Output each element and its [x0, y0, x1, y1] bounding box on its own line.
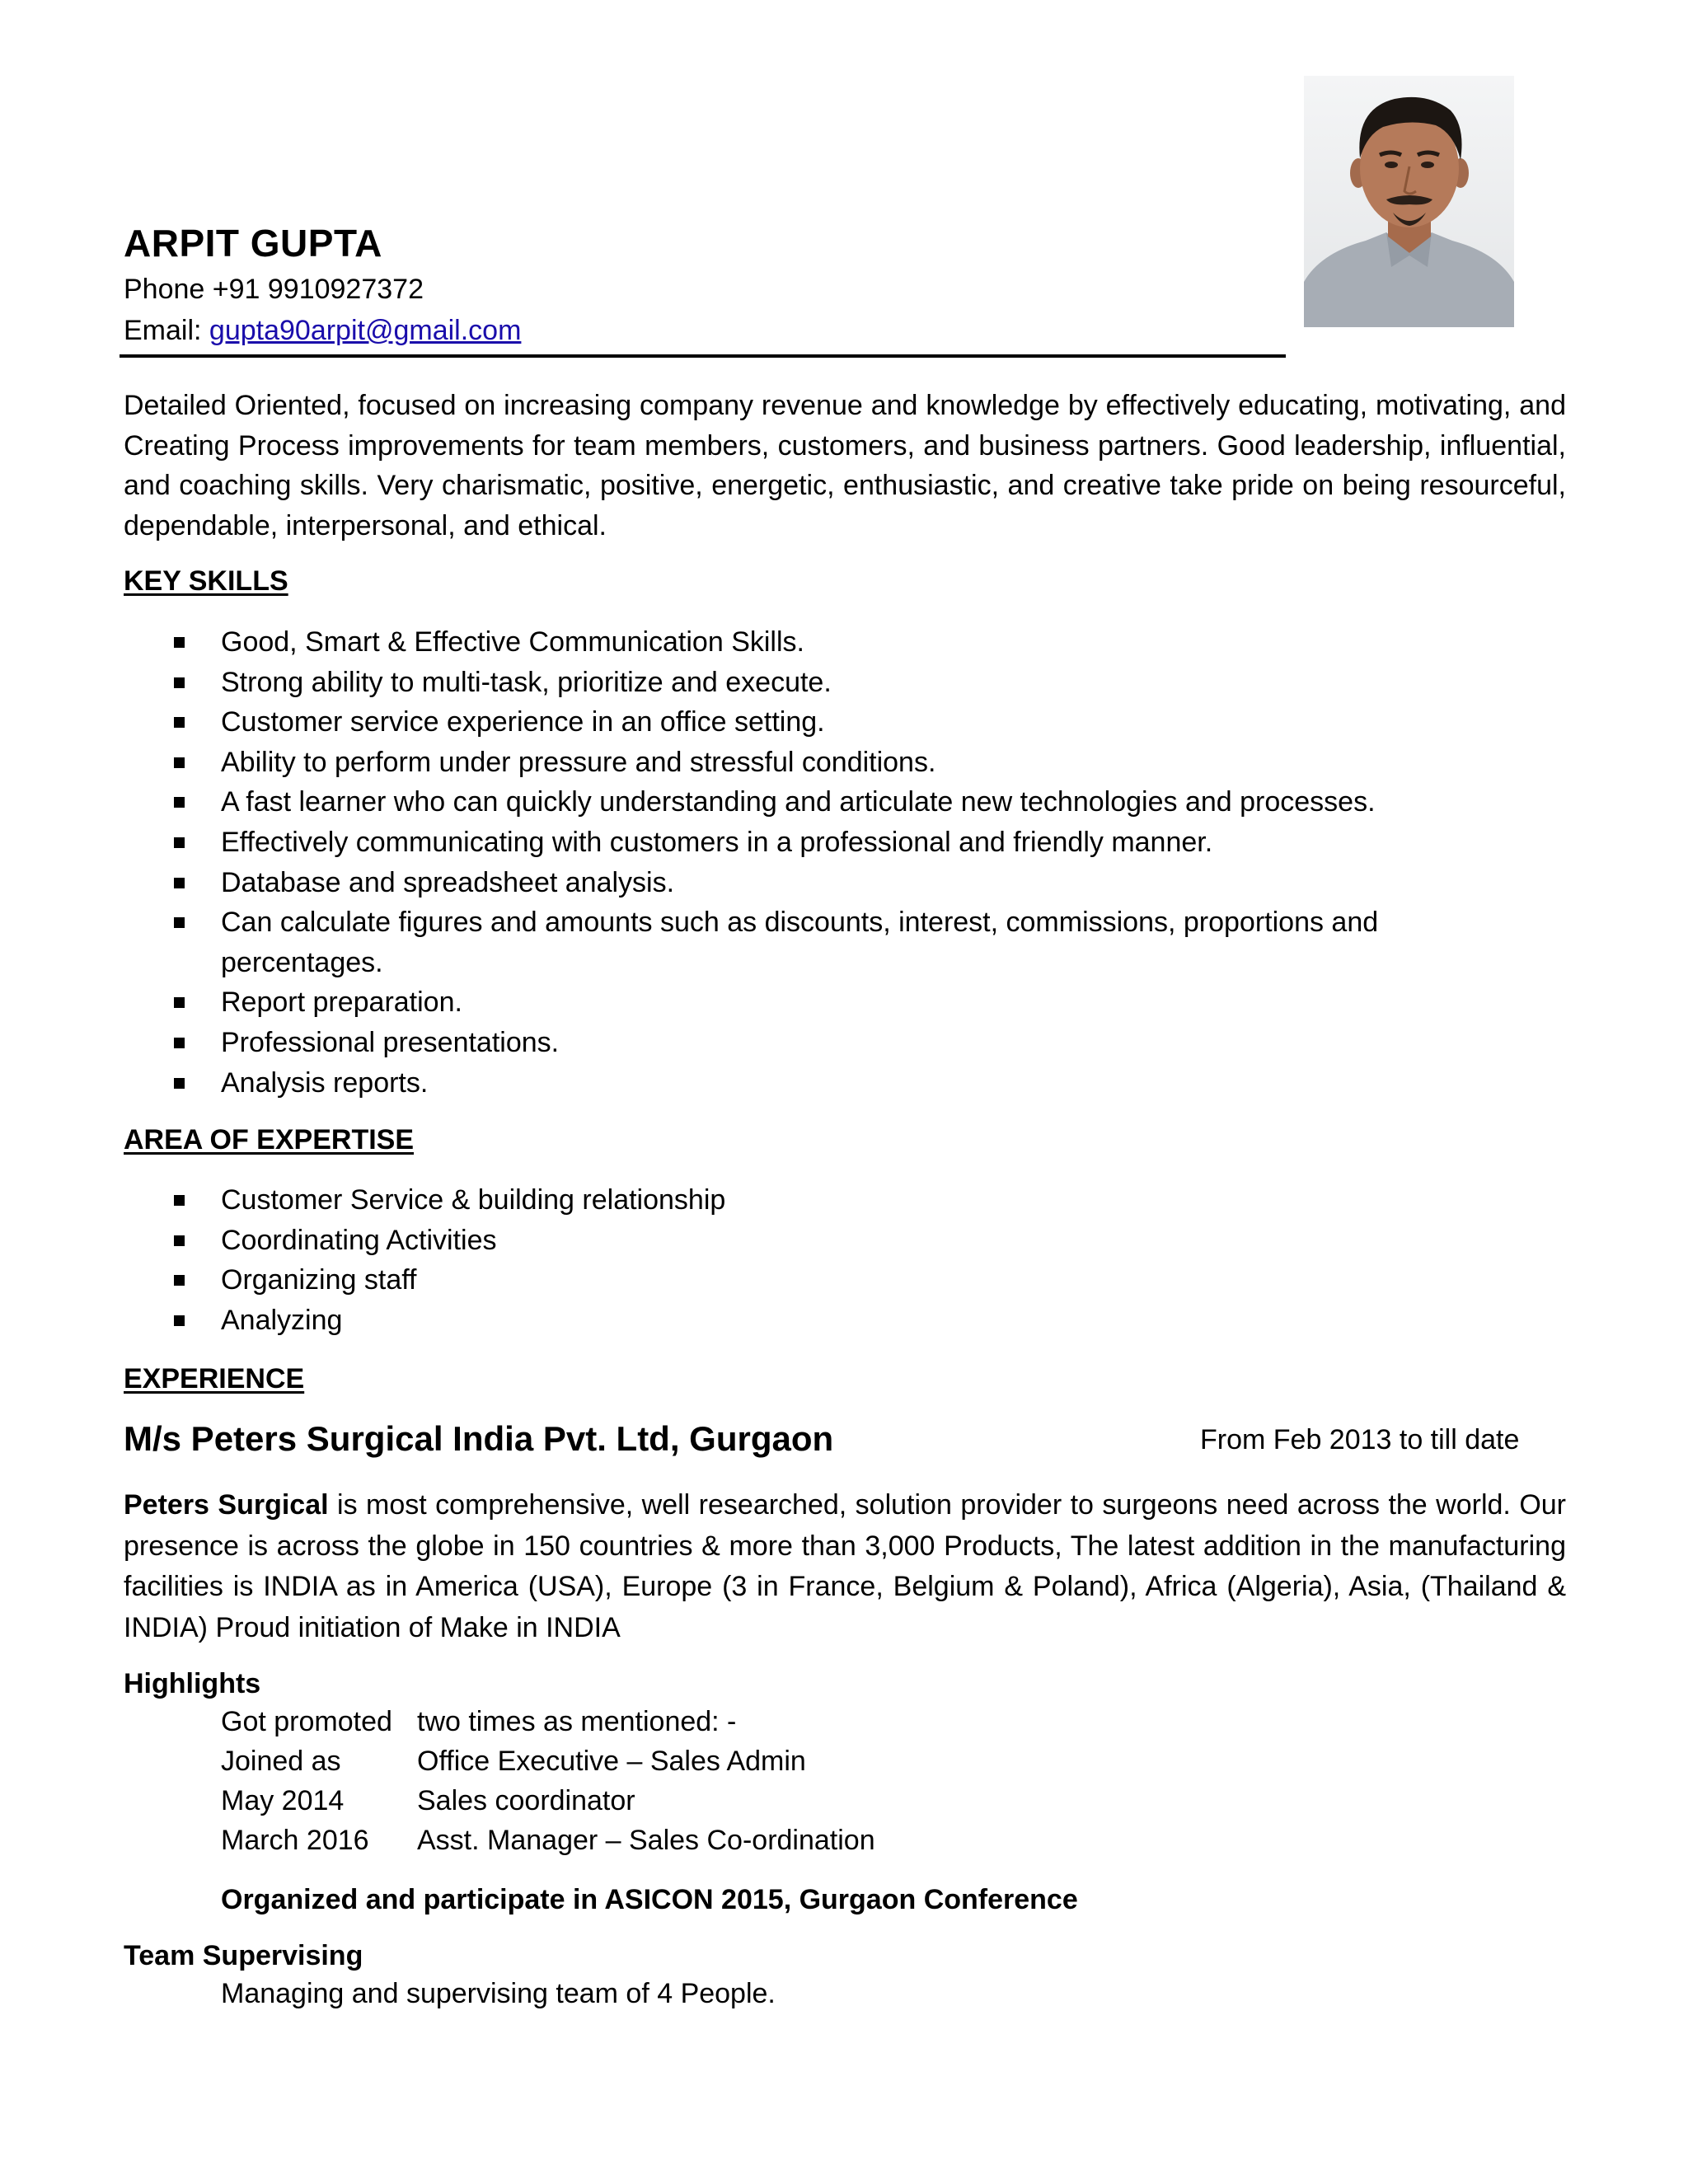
- bullet-square-icon: [174, 1275, 185, 1286]
- skill-item: Effectively communicating with customers in a professional and friendly manner.: [0, 823, 1457, 863]
- bullet-square-icon: [174, 677, 185, 688]
- expertise-heading: AREA OF EXPERTISE: [124, 1124, 415, 1155]
- header-divider: [120, 354, 1286, 358]
- expertise-item: Customer Service & building relationship: [0, 1180, 1457, 1221]
- bullet-square-icon: [174, 997, 185, 1008]
- email-link[interactable]: gupta90arpit@gmail.com: [209, 315, 522, 346]
- bullet-square-icon: [174, 1315, 185, 1326]
- highlight-row: Joined as Office Executive – Sales Admin: [221, 1746, 806, 1777]
- expertise-item: Organizing staff: [0, 1260, 1457, 1301]
- bullet-square-icon: [174, 797, 185, 808]
- bullet-square-icon: [174, 1195, 185, 1206]
- bullet-square-icon: [174, 837, 185, 848]
- highlight-row: May 2014 Sales coordinator: [221, 1785, 635, 1816]
- key-skills-list: [0, 622, 1474, 1103]
- bullet-square-icon: [174, 1038, 185, 1048]
- professional-summary: Detailed Oriented, focused on increasing company revenue and knowledge by effectively educating, motivating, and Creating Process improvements for team members, customers, and business partners. Good leadership, influential, and coaching skills. Very charismatic, positive, energetic, enthusiastic, and creative take pride on being resourceful, dependable, interpersonal, and ethical.: [124, 390, 1566, 541]
- portrait-illustration: [1304, 76, 1514, 327]
- expertise-list: [0, 1180, 1457, 1340]
- candidate-name: ARPIT GUPTA: [124, 222, 382, 265]
- skill-item: Professional presentations.: [0, 1023, 1457, 1063]
- company-desc-text: is most comprehensive, well researched, solution provider to surgeons need across the world. Our presence is across the globe in 150 countries & more than 3,000 Products, The latest addition in the manufacturing facilities is INDIA as in America (USA), Europe (3 in France, Belgium & Poland), Africa (Algeria), Asia, (Thailand & INDIA) Proud initiation of Make in INDIA: [124, 1489, 1566, 1643]
- bullet-square-icon: [174, 637, 185, 648]
- bullet-square-icon: [174, 917, 185, 928]
- bullet-square-icon: [174, 1078, 185, 1089]
- bullet-square-icon: [174, 878, 185, 888]
- highlight-row: Got promoted two times as mentioned: -: [221, 1706, 737, 1737]
- phone-number: Phone +91 9910927372: [124, 274, 424, 305]
- highlight-row: March 2016 Asst. Manager – Sales Co-ordination: [221, 1825, 875, 1856]
- expertise-item: Coordinating Activities: [0, 1221, 1457, 1261]
- skill-item: Good, Smart & Effective Communication Skills.: [0, 622, 1457, 663]
- company-name: M/s Peters Surgical India Pvt. Ltd, Gurgaon: [124, 1419, 834, 1458]
- experience-heading: EXPERIENCE: [124, 1363, 305, 1394]
- skill-item: Ability to perform under pressure and stressful conditions.: [0, 743, 1457, 783]
- profile-photo: [1304, 76, 1514, 327]
- team-supervising-text: Managing and supervising team of 4 People.: [221, 1978, 776, 2009]
- bullet-square-icon: [174, 757, 185, 768]
- email-label: Email:: [124, 315, 209, 346]
- key-skills-heading: KEY SKILLS: [124, 565, 288, 597]
- team-supervising-heading: Team Supervising: [124, 1940, 363, 1971]
- skill-item: Strong ability to multi-task, prioritize and execute.: [0, 663, 1457, 703]
- bullet-square-icon: [174, 717, 185, 728]
- skill-item: Can calculate figures and amounts such as discounts, interest, commissions, proportions and percentages.: [0, 902, 1474, 982]
- highlights-heading: Highlights: [124, 1668, 261, 1699]
- email-line: [124, 315, 521, 347]
- skill-item: A fast learner who can quickly understanding and articulate new technologies and processes.: [0, 782, 1457, 823]
- expertise-item: Analyzing: [0, 1301, 1457, 1341]
- bullet-square-icon: [174, 1235, 185, 1246]
- employment-dates: From Feb 2013 to till date: [1200, 1424, 1520, 1455]
- skill-item: Database and spreadsheet analysis.: [0, 863, 1457, 903]
- skill-item: Report preparation.: [0, 982, 1457, 1023]
- skill-item: Analysis reports.: [0, 1063, 1457, 1104]
- skill-item: Customer service experience in an office setting.: [0, 702, 1457, 743]
- company-description: [124, 1485, 1566, 1648]
- company-desc-bold: Peters Surgical: [124, 1489, 329, 1521]
- conference-highlight: Organized and participate in ASICON 2015, Gurgaon Conference: [221, 1884, 1078, 1915]
